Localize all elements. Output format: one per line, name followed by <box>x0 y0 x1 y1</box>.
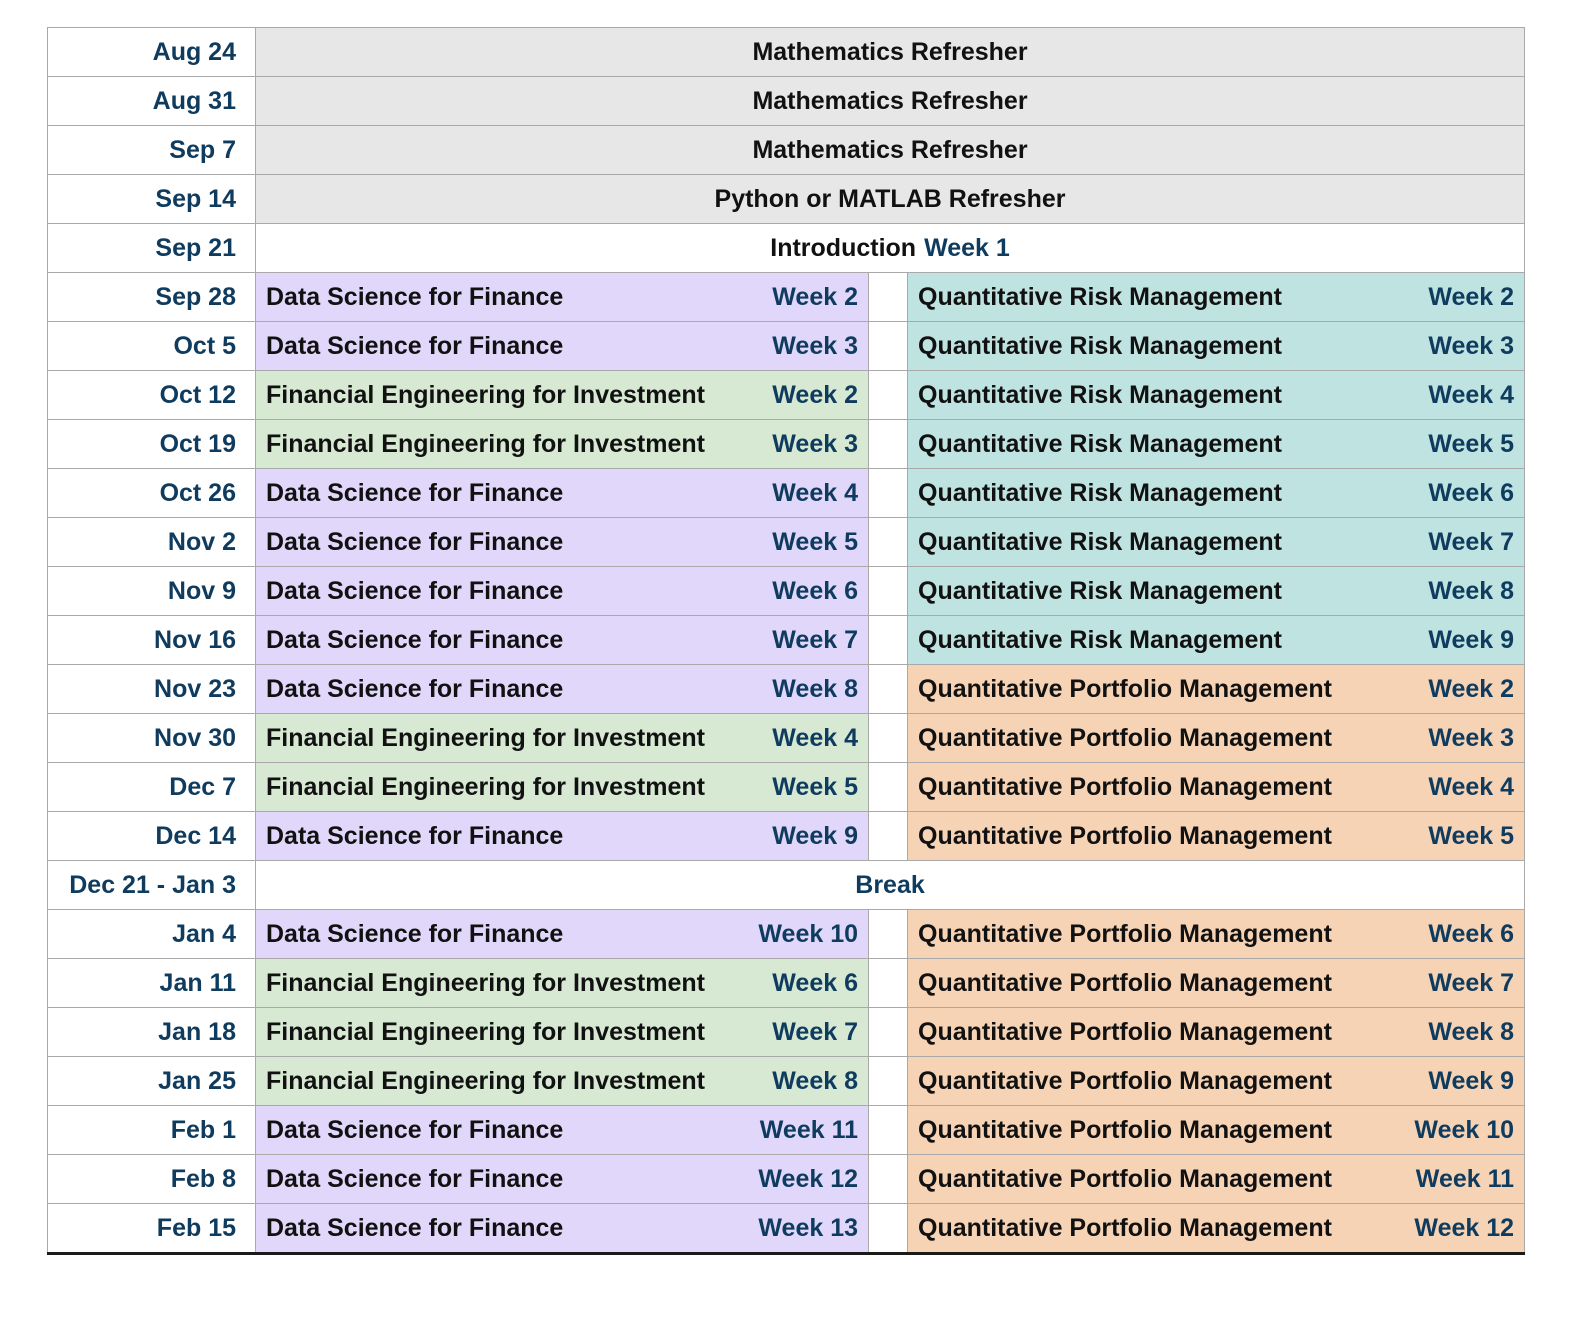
course-cell-right <box>908 665 1525 714</box>
row-date: Nov 23 <box>48 665 256 714</box>
row-date: Sep 7 <box>48 126 256 175</box>
course-cell-right <box>908 567 1525 616</box>
course-cell-left <box>256 665 869 714</box>
course-cell-left <box>256 1057 869 1106</box>
row-date: Oct 19 <box>48 420 256 469</box>
course-name: Quantitative Risk Management <box>918 380 1282 409</box>
schedule-row <box>48 812 1525 861</box>
course-week: Week 9 <box>1428 1066 1515 1095</box>
course-week: Week 8 <box>1428 576 1515 605</box>
course-week: Week 8 <box>772 674 858 703</box>
row-date: Sep 21 <box>48 224 256 273</box>
course-name: Quantitative Portfolio Management <box>918 821 1332 850</box>
row-date: Aug 24 <box>48 28 256 77</box>
column-gap <box>869 1155 908 1204</box>
schedule-row <box>48 126 1525 175</box>
course-week: Week 4 <box>772 478 858 507</box>
column-gap <box>869 1057 908 1106</box>
row-date: Dec 7 <box>48 763 256 812</box>
course-name: Financial Engineering for Investment <box>266 772 705 801</box>
column-gap <box>869 420 908 469</box>
course-cell-right <box>908 616 1525 665</box>
session-title: Mathematics Refresher <box>752 86 1028 115</box>
course-name: Data Science for Finance <box>266 576 564 605</box>
schedule-body <box>48 28 1525 1254</box>
session-cell <box>256 224 1525 273</box>
column-gap <box>869 322 908 371</box>
course-cell-right <box>908 910 1525 959</box>
course-week: Week 8 <box>1428 1017 1515 1046</box>
schedule-row <box>48 518 1525 567</box>
row-date: Oct 5 <box>48 322 256 371</box>
course-week: Week 12 <box>1414 1213 1515 1242</box>
session-cell <box>256 126 1525 175</box>
course-cell-left <box>256 1204 869 1254</box>
course-name: Quantitative Risk Management <box>918 527 1282 556</box>
course-week: Week 2 <box>772 282 858 311</box>
course-name: Financial Engineering for Investment <box>266 968 705 997</box>
schedule-row <box>48 665 1525 714</box>
course-week: Week 7 <box>772 1017 858 1046</box>
course-cell-left <box>256 616 869 665</box>
schedule-row <box>48 273 1525 322</box>
row-date: Oct 12 <box>48 371 256 420</box>
schedule-table <box>47 27 1525 1255</box>
course-cell-left <box>256 1155 869 1204</box>
course-name: Data Science for Finance <box>266 331 564 360</box>
column-gap <box>869 959 908 1008</box>
course-week: Week 7 <box>772 625 858 654</box>
course-week: Week 13 <box>758 1213 858 1242</box>
course-week: Week 2 <box>1428 282 1515 311</box>
row-date: Dec 14 <box>48 812 256 861</box>
course-week: Week 7 <box>1428 527 1515 556</box>
course-cell-right <box>908 518 1525 567</box>
course-cell-right <box>908 1204 1525 1254</box>
column-gap <box>869 714 908 763</box>
session-cell <box>256 175 1525 224</box>
course-name: Quantitative Risk Management <box>918 429 1282 458</box>
session-week: Week 1 <box>924 233 1010 262</box>
course-week: Week 6 <box>772 576 858 605</box>
row-date: Oct 26 <box>48 469 256 518</box>
course-week: Week 2 <box>772 380 858 409</box>
course-cell-left <box>256 763 869 812</box>
row-date: Feb 8 <box>48 1155 256 1204</box>
course-name: Data Science for Finance <box>266 821 564 850</box>
column-gap <box>869 1204 908 1254</box>
course-week: Week 6 <box>1428 919 1515 948</box>
column-gap <box>869 1106 908 1155</box>
schedule-row <box>48 469 1525 518</box>
column-gap <box>869 518 908 567</box>
course-cell-left <box>256 1106 869 1155</box>
row-date: Jan 18 <box>48 1008 256 1057</box>
course-name: Quantitative Portfolio Management <box>918 919 1332 948</box>
column-gap <box>869 371 908 420</box>
row-date: Aug 31 <box>48 77 256 126</box>
course-name: Quantitative Portfolio Management <box>918 1213 1332 1242</box>
course-week: Week 10 <box>1414 1115 1515 1144</box>
schedule-row <box>48 1204 1525 1254</box>
session-title: Mathematics Refresher <box>752 135 1028 164</box>
course-cell-right <box>908 469 1525 518</box>
row-date: Nov 30 <box>48 714 256 763</box>
course-name: Quantitative Portfolio Management <box>918 1164 1332 1193</box>
row-date: Nov 16 <box>48 616 256 665</box>
row-date: Dec 21 - Jan 3 <box>48 861 256 910</box>
schedule-row <box>48 763 1525 812</box>
course-name: Data Science for Finance <box>266 282 564 311</box>
schedule-row <box>48 959 1525 1008</box>
course-cell-right <box>908 273 1525 322</box>
schedule-row <box>48 175 1525 224</box>
course-cell-left <box>256 910 869 959</box>
schedule-row <box>48 77 1525 126</box>
course-name: Quantitative Portfolio Management <box>918 968 1332 997</box>
schedule-row <box>48 1057 1525 1106</box>
course-week: Week 3 <box>1428 723 1515 752</box>
course-week: Week 4 <box>1428 380 1515 409</box>
course-cell-left <box>256 1008 869 1057</box>
course-week: Week 4 <box>1428 772 1515 801</box>
column-gap <box>869 273 908 322</box>
session-title: Mathematics Refresher <box>752 37 1028 66</box>
session-cell <box>256 77 1525 126</box>
course-week: Week 8 <box>772 1066 858 1095</box>
course-week: Week 3 <box>1428 331 1515 360</box>
course-name: Financial Engineering for Investment <box>266 380 705 409</box>
schedule-row <box>48 224 1525 273</box>
course-cell-left <box>256 371 869 420</box>
course-name: Data Science for Finance <box>266 1213 564 1242</box>
course-name: Financial Engineering for Investment <box>266 1066 705 1095</box>
course-cell-right <box>908 420 1525 469</box>
course-cell-right <box>908 714 1525 763</box>
course-cell-right <box>908 1008 1525 1057</box>
course-week: Week 5 <box>772 527 858 556</box>
course-week: Week 9 <box>772 821 858 850</box>
column-gap <box>869 665 908 714</box>
row-date: Sep 28 <box>48 273 256 322</box>
course-week: Week 11 <box>1415 1164 1515 1193</box>
course-week: Week 5 <box>1428 429 1515 458</box>
column-gap <box>869 567 908 616</box>
course-name: Data Science for Finance <box>266 919 564 948</box>
column-gap <box>869 1008 908 1057</box>
course-cell-right <box>908 371 1525 420</box>
schedule-row <box>48 420 1525 469</box>
course-week: Week 6 <box>1428 478 1515 507</box>
course-cell-left <box>256 420 869 469</box>
course-cell-right <box>908 322 1525 371</box>
course-cell-left <box>256 959 869 1008</box>
course-name: Quantitative Portfolio Management <box>918 1017 1332 1046</box>
column-gap <box>869 763 908 812</box>
course-week: Week 2 <box>1428 674 1515 703</box>
course-name: Quantitative Portfolio Management <box>918 1115 1332 1144</box>
schedule-row <box>48 1008 1525 1057</box>
course-cell-right <box>908 1155 1525 1204</box>
course-week: Week 11 <box>759 1115 858 1144</box>
session-cell <box>256 28 1525 77</box>
course-week: Week 3 <box>772 429 858 458</box>
course-cell-left <box>256 518 869 567</box>
course-cell-right <box>908 763 1525 812</box>
course-name: Financial Engineering for Investment <box>266 723 705 752</box>
course-name: Financial Engineering for Investment <box>266 1017 705 1046</box>
course-week: Week 5 <box>772 772 858 801</box>
column-gap <box>869 616 908 665</box>
course-name: Data Science for Finance <box>266 1164 564 1193</box>
course-name: Data Science for Finance <box>266 478 564 507</box>
course-cell-right <box>908 1106 1525 1155</box>
course-cell-left <box>256 714 869 763</box>
course-cell-right <box>908 959 1525 1008</box>
course-name: Quantitative Risk Management <box>918 331 1282 360</box>
schedule-row <box>48 910 1525 959</box>
course-week: Week 9 <box>1428 625 1515 654</box>
course-week: Week 7 <box>1428 968 1515 997</box>
row-date: Jan 25 <box>48 1057 256 1106</box>
row-date: Jan 4 <box>48 910 256 959</box>
course-name: Data Science for Finance <box>266 527 564 556</box>
course-name: Quantitative Portfolio Management <box>918 1066 1332 1095</box>
course-name: Quantitative Portfolio Management <box>918 723 1332 752</box>
course-week: Week 12 <box>758 1164 858 1193</box>
course-week: Week 3 <box>772 331 858 360</box>
session-cell <box>256 861 1525 910</box>
schedule-row <box>48 371 1525 420</box>
schedule-row <box>48 28 1525 77</box>
row-date: Nov 2 <box>48 518 256 567</box>
schedule-row <box>48 567 1525 616</box>
course-name: Data Science for Finance <box>266 1115 564 1144</box>
schedule-row <box>48 714 1525 763</box>
course-name: Quantitative Risk Management <box>918 625 1282 654</box>
course-name: Quantitative Portfolio Management <box>918 674 1332 703</box>
course-cell-left <box>256 812 869 861</box>
row-date: Feb 15 <box>48 1204 256 1254</box>
course-name: Quantitative Portfolio Management <box>918 772 1332 801</box>
course-cell-right <box>908 1057 1525 1106</box>
course-cell-left <box>256 567 869 616</box>
row-date: Jan 11 <box>48 959 256 1008</box>
course-name: Data Science for Finance <box>266 674 564 703</box>
course-cell-left <box>256 469 869 518</box>
column-gap <box>869 812 908 861</box>
column-gap <box>869 469 908 518</box>
schedule-row <box>48 1155 1525 1204</box>
course-cell-left <box>256 273 869 322</box>
course-cell-right <box>908 812 1525 861</box>
schedule-row <box>48 1106 1525 1155</box>
schedule-row <box>48 616 1525 665</box>
course-name: Data Science for Finance <box>266 625 564 654</box>
course-name: Quantitative Risk Management <box>918 576 1282 605</box>
course-week: Week 5 <box>1428 821 1515 850</box>
session-title: Python or MATLAB Refresher <box>714 184 1066 213</box>
course-cell-left <box>256 322 869 371</box>
schedule-row <box>48 861 1525 910</box>
course-week: Week 10 <box>758 919 858 948</box>
course-week: Week 4 <box>772 723 858 752</box>
course-name: Financial Engineering for Investment <box>266 429 705 458</box>
row-date: Sep 14 <box>48 175 256 224</box>
column-gap <box>869 910 908 959</box>
row-date: Nov 9 <box>48 567 256 616</box>
session-title: Introduction <box>770 233 917 262</box>
course-name: Quantitative Risk Management <box>918 478 1282 507</box>
course-name: Quantitative Risk Management <box>918 282 1282 311</box>
schedule-row <box>48 322 1525 371</box>
session-title: Break <box>855 870 925 899</box>
row-date: Feb 1 <box>48 1106 256 1155</box>
course-week: Week 6 <box>772 968 858 997</box>
